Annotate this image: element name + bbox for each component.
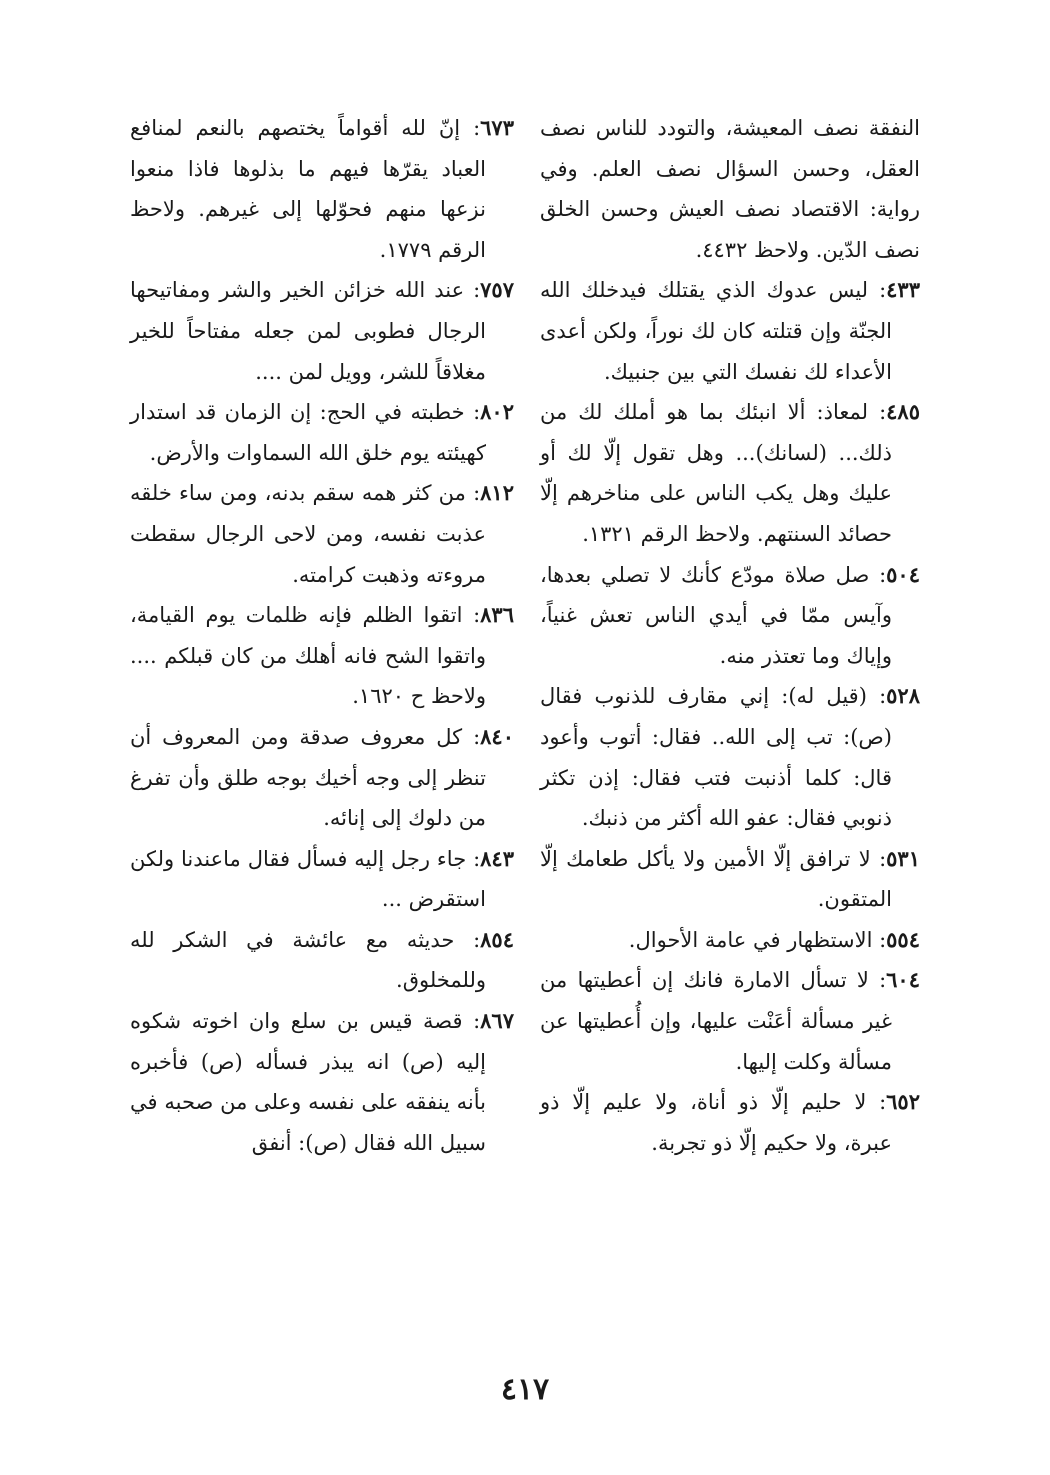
hadith-entry-843 [130, 839, 514, 920]
entry-number: ٨٠٢ [480, 399, 514, 425]
entry-number: ٦٧٣ [480, 115, 514, 140]
entry-text: : لا تسأل الامارة فانك إن أعطيتها من غير مسألة أعَنْت عليها، وإن أُعطيتها عن مسألة وكلت إليها. [540, 968, 892, 1074]
hadith-entry-485 [540, 392, 920, 554]
entry-text: : لا حليم إلّا ذو أناة، ولا عليم إلّا ذو عبرة، ولا حكيم إلّا ذو تجربة. [540, 1090, 892, 1155]
entry-number: ٨٥٤ [480, 926, 514, 952]
entry-text: : لمعاذ: ألا انبئك بما هو أملك لك من ذلك... (لسانك)... وهل تقول إلّا لك أو عليك وهل يكب الناس على مناخرهم إلّا حصائد السنتهم. ولاحظ الرقم ١٣٢١. [540, 400, 892, 546]
entry-number: ٦٠٤ [886, 967, 920, 993]
hadith-entry-812 [130, 473, 514, 595]
entry-text: : الاستظهار في عامة الأحوال. [628, 927, 887, 952]
entry-text: : (قيل له): إني مقارف للذنوب فقال (ص): تب إلى الله.. فقال: أتوب وأعود قال: كلما أذنبت فتب فقال: إذن تكثر ذنوبي فقال: عفو الله أكثر من ذنبك. [540, 684, 892, 831]
hadith-entry-836 [130, 595, 514, 717]
hadith-entry-673 [130, 108, 514, 270]
hadith-entry-840 [130, 717, 514, 839]
entry-text: : اتقوا الظلم فإنه ظلمات يوم القيامة، واتقوا الشح فانه أهلك من كان قبلكم .... ولاحظ ح ١٦٢٠. [130, 603, 486, 709]
entry-text: : من كثر همه سقم بدنه، ومن ساء خلقه عذبت نفسه، ومن لاحى الرجال سقطت مروءته وذهبت كرامته. [130, 481, 486, 587]
hadith-entry-554 [540, 920, 920, 961]
entry-number: ٥٣١ [886, 845, 920, 871]
entry-number: ٦٥٢ [886, 1089, 920, 1115]
entry-number: ٤٣٣ [886, 277, 920, 303]
entry-number: ٨٣٦ [480, 602, 514, 628]
entry-text: : قصة قيس بن سلع وان اخوته شكوه إليه (ص) انه يبذر فسأله (ص) فأخبره بأنه ينفقه على نفسه وعلى من صحبه في سبيل الله فقال (ص): أنفق [130, 1009, 486, 1155]
entry-number: ٥٢٨ [886, 683, 920, 709]
left-column [130, 108, 514, 1163]
hadith-entry-757 [130, 270, 514, 392]
entry-number: ٨١٢ [480, 480, 514, 506]
hadith-entry-604 [540, 960, 920, 1082]
hadith-entry-854 [130, 920, 514, 1001]
entry-number: ٨٤٠ [480, 723, 514, 749]
hadith-entry-531 [540, 839, 920, 920]
hadith-entry-867 [130, 1001, 514, 1163]
entry-number: ٤٨٥ [886, 399, 920, 425]
hadith-entry-652 [540, 1082, 920, 1163]
entry-text: : جاء رجل إليه فسأل فقال ماعندنا ولكن استقرض ... [130, 846, 486, 912]
right-column [540, 108, 920, 1163]
entry-text: : صل صلاة مودّع كأنك لا تصلي بعدها، وآيس ممّا في أيدي الناس تعش غنياً، وإياك وما تعتذر منه. [540, 562, 892, 668]
entry-text: : حديثه مع عائشة في الشكر لله وللمخلوق. [130, 927, 486, 993]
continued-entry: النفقة نصف المعيشة، والتودد للناس نصف العقل، وحسن السؤال نصف العلم. وفي رواية: الاقتصاد نصف العيش وحسن الخلق نصف الدّين. ولاحظ ٤٤٣٢. [540, 116, 920, 262]
entry-text: : ليس عدوك الذي يقتلك فيدخلك الله الجنّة وإن قتلته كان لك نوراً، ولكن أعدى الأعداء لك نفسك التي بين جنبيك. [540, 278, 892, 384]
entry-text: : كل معروف صدقة ومن المعروف أن تنظر إلى وجه أخيك بوجه طلق وأن تفرغ من دلوك إلى إنائه. [130, 724, 486, 831]
entry-text: : خطبته في الحج: إن الزمان قد استدار كهيئته يوم خلق الله السماوات والأرض. [130, 400, 486, 465]
entry-text: : عند الله خزائن الخير والشر ومفاتيحها الرجال فطوبى لمن جعله مفتاحاً للخير مغلاقاً للشر، وويل لمن .... [130, 278, 486, 384]
hadith-entry-802 [130, 392, 514, 473]
hadith-entry-504 [540, 555, 920, 677]
page-number: ٤١٧ [500, 1372, 550, 1407]
hadith-entry-433 [540, 270, 920, 392]
entry-number: ٥٥٤ [886, 926, 920, 952]
entry-text: : إنّ لله أقواماً يختصهم بالنعم لمنافع العباد يقرّها فيهم ما بذلوها فاذا منعوا نزعها منهم فحوّلها إلى غيرهم. ولاحظ الرقم ١٧٧٩. [130, 116, 486, 262]
entry-number: ٥٠٤ [886, 561, 920, 587]
entry-number: ٧٥٧ [480, 277, 514, 303]
hadith-entry-528 [540, 676, 920, 838]
entry-number: ٨٤٣ [480, 845, 514, 871]
entry-text: : لا ترافق إلّا الأمين ولا يأكل طعامك إلّا المتقون. [540, 846, 892, 912]
entry-number: ٨٦٧ [480, 1008, 514, 1034]
